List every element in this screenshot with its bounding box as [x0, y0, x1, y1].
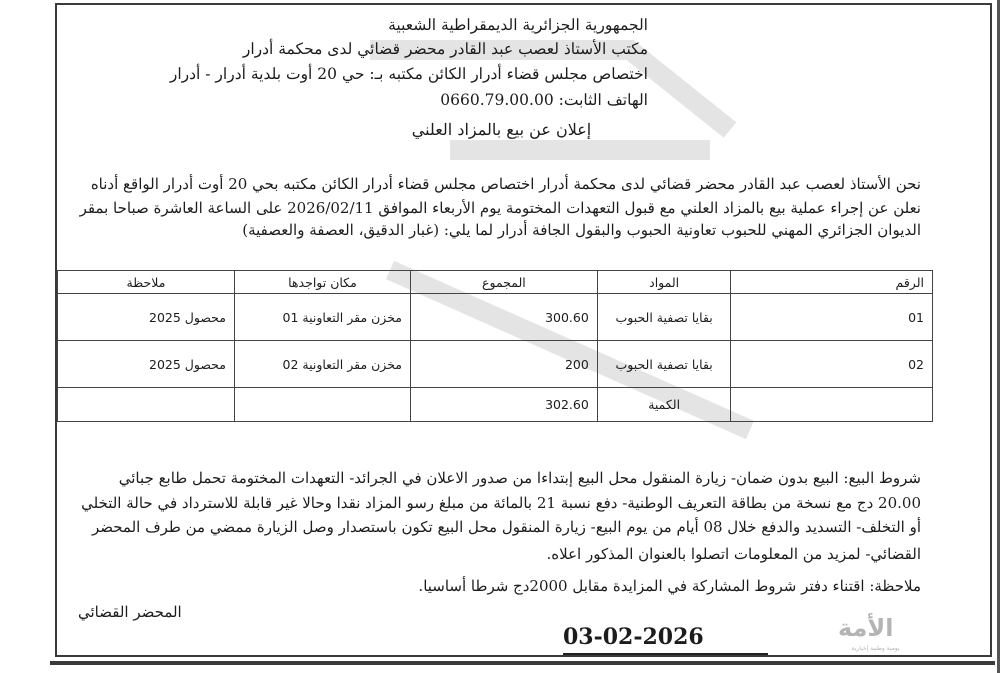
- phone-number: 0660.79.00.00: [440, 91, 554, 109]
- summary-blank: [58, 388, 235, 422]
- row-note: محصول 2025: [58, 294, 235, 341]
- date-underline: [563, 653, 768, 655]
- row-location: مخزن مقر التعاونية 01: [234, 294, 410, 341]
- jurisdiction-line: اختصاص مجلس قضاء أدرار الكائن مكتبه بـ: حي 20 أوت بلدية أدرار - أدرار: [169, 65, 648, 83]
- republic-line: الجمهورية الجزائرية الديمقراطية الشعبية: [388, 16, 648, 34]
- header-total: المجموع: [410, 271, 597, 294]
- summary-total: 302.60: [410, 388, 597, 422]
- intro-line-3: الديوان الجزائري المهني للحبوب تعاونية الحبوب والبقول الجافة أدرار لما يلي: (غبار الدقيق، العصفة والعصفية): [242, 221, 921, 239]
- summary-label: الكمية: [597, 388, 731, 422]
- row-number: 01: [731, 294, 933, 341]
- summary-blank: [731, 388, 933, 422]
- header-number: الرقم: [731, 271, 933, 294]
- row-total: 300.60: [410, 294, 597, 341]
- row-material: بقايا تصفية الحبوب: [597, 294, 731, 341]
- conditions-line-2: 20.00 دج مع نسخة من بطاقة التعريف الوطنية- دفع نسبة 21 بالمائة من مبلغ رسو المزاد نقدا وحالا غير قابلة للاسترداد في حالة التخلي: [81, 494, 921, 512]
- office-line: مكتب الأستاذ لعصب عبد القادر محضر قضائي لدى محكمة أدرار: [242, 40, 648, 58]
- announcement-title: إعلان عن بيع بالمزاد العلني: [411, 120, 592, 139]
- publication-date: 03-02-2026: [563, 624, 704, 650]
- page-edge: [997, 0, 1000, 673]
- row-note: محصول 2025: [58, 341, 235, 388]
- table-row: [58, 294, 933, 341]
- summary-blank: [234, 388, 410, 422]
- row-material: بقايا تصفية الحبوب: [597, 341, 731, 388]
- row-total: 200: [410, 341, 597, 388]
- row-location: مخزن مقر التعاونية 02: [234, 341, 410, 388]
- newspaper-tagline: يومية وطنية إخبارية: [851, 645, 900, 652]
- bottom-rule: [50, 661, 995, 665]
- header-material: المواد: [597, 271, 731, 294]
- intro-line-2: نعلن عن إجراء عملية بيع بالمزاد العلني مع قبول التعهدات المختومة يوم الأربعاء الموافق 2026/02/11 على الساعة العاشرة صباحا بمقر: [79, 199, 921, 217]
- items-table: [57, 270, 933, 422]
- note-line: ملاحظة: اقتناء دفتر شروط المشاركة في المزايدة مقابل 2000دج شرطا أساسيا.: [418, 577, 921, 595]
- header-note: ملاحظة: [58, 271, 235, 294]
- phone-label: الهاتف الثابت:: [558, 91, 648, 109]
- row-number: 02: [731, 341, 933, 388]
- signature-label: المحضر القضائي: [78, 603, 182, 621]
- newspaper-logo: الأمة: [838, 614, 894, 642]
- phone-line: [440, 91, 648, 109]
- table-row: [58, 341, 933, 388]
- conditions-line-3: أو التخلف- التسديد والدفع خلال 08 أيام من يوم البيع- زيارة المنقول محل البيع تكون باستصدار وصل الزيارة ممضي من طرف المحضر: [91, 518, 921, 536]
- conditions-line-4: القضائي- لمزيد من المعلومات اتصلوا بالعنوان المذكور اعلاه.: [546, 545, 921, 563]
- table-header-row: [58, 271, 933, 294]
- conditions-line-1: شروط البيع: البيع بدون ضمان- زيارة المنقول محل البيع إبتداءا من صدور الاعلان في الجرائد- التعهدات المختومة تحمل طابع جبائي: [118, 469, 921, 487]
- intro-line-1: نحن الأستاذ لعصب عبد القادر محضر قضائي لدى محكمة أدرار اختصاص مجلس قضاء أدرار الكائن مكتبه بحي 20 أوت أدرار الواقع أدناه: [90, 175, 921, 193]
- table-summary-row: [58, 388, 933, 422]
- header-location: مكان تواجدها: [234, 271, 410, 294]
